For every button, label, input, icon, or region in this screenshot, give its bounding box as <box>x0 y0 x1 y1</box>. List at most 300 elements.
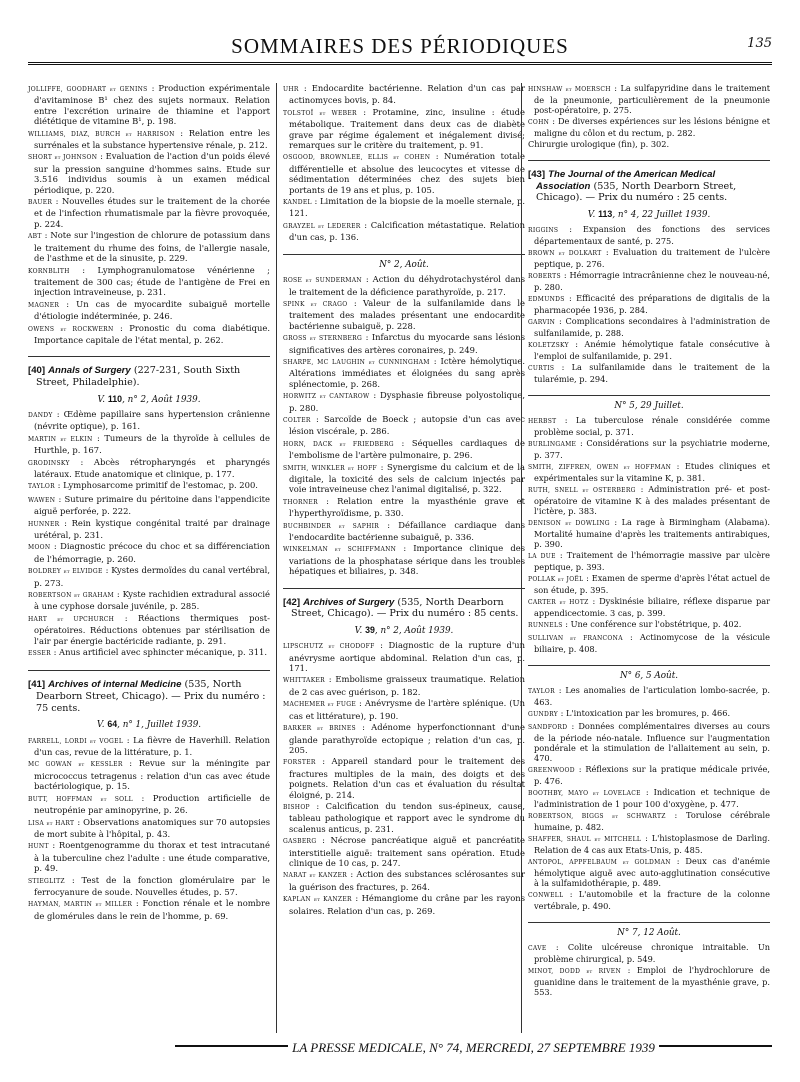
article-authors: BURLINGAME <box>528 440 577 448</box>
article-authors: BROWN et DOLKART <box>528 249 602 257</box>
article-entry <box>283 196 525 219</box>
article-entry <box>528 573 770 595</box>
article-entry <box>283 414 525 437</box>
article-title: : Lymphogranulomatose vénérienne ; traitement de 300 cas; étude de l'antigène de Frei en injection intraveineuse, p. 231. <box>34 264 270 298</box>
article-authors: LIPSCHUTZ et CHODOFF <box>283 643 375 651</box>
article-authors: WILLIAMS, DIAZ, BURCH et HARRISON <box>28 130 175 138</box>
section <box>528 169 770 396</box>
article-title: : Nécrose pancréatique aiguë et pancréatite interstitielle aiguë: traitement sans opération. Etude clinique de 10 cas, p. 247. <box>289 835 525 868</box>
journal-number: [41] <box>28 679 46 691</box>
article-authors: KANDEL <box>283 199 312 207</box>
section <box>283 597 525 927</box>
volume-label: V. <box>96 720 105 731</box>
article-entry <box>28 151 270 195</box>
article-entry <box>528 550 770 572</box>
article-authors: CURTIS <box>528 364 555 372</box>
article-entry <box>283 640 525 673</box>
article-title: : Indication et technique de l'administration de 1 pour 100 d'oxygène, p. 477. <box>534 786 770 809</box>
article-authors: TOLSTOÏ et WEBER <box>283 109 357 117</box>
column-3 <box>528 83 770 1012</box>
article-entry <box>283 722 525 755</box>
article-title: : Calcification métastatique. Relation d'un cas, p. 136. <box>289 219 525 243</box>
article-entry <box>528 632 770 654</box>
article-entry <box>28 494 270 517</box>
article-authors: BISHOP <box>283 803 310 811</box>
article-authors: BARKER et BRINES <box>283 725 356 733</box>
issue-subheading: N° 6, 5 Août. <box>619 670 679 681</box>
volume-line <box>28 394 270 405</box>
article-entry <box>283 438 525 461</box>
article-title: : Rein kystique congénital traité par drainage urétéral, p. 231. <box>34 517 270 540</box>
article-authors: SMITH, ZIFFREN, OWEN et HOFFMAN <box>528 463 672 471</box>
article-authors: COLTER <box>283 416 311 424</box>
article-entry <box>528 619 770 631</box>
article-authors: RIGGINS <box>528 226 559 234</box>
article-entry <box>28 230 270 263</box>
column-divider <box>521 83 522 1033</box>
article-entry <box>528 293 770 315</box>
volume-number: 113 <box>598 208 613 219</box>
article-entry <box>528 596 770 618</box>
article-authors: OWENS et ROCKWERN <box>28 325 114 333</box>
article-title: : Revue sur la méningite par micrococcus tetragenus : relation d'un cas avec étude bactériologique, p. 15. <box>34 758 270 792</box>
header-rule <box>28 62 772 65</box>
article-title: : Considérations sur la psychiatrie moderne, p. 377. <box>534 437 770 460</box>
article-entry <box>283 756 525 800</box>
article-authors: UHR <box>283 86 299 93</box>
article-authors: THORNER <box>283 498 318 506</box>
article-entry <box>28 758 270 791</box>
article-entry <box>528 889 770 911</box>
article-authors: GREENWOOD <box>528 766 575 774</box>
article-entry <box>28 83 270 127</box>
column-divider <box>276 83 277 1033</box>
article-authors: STIEGLITZ <box>28 877 65 885</box>
article-entry <box>528 721 770 763</box>
article-entry <box>528 339 770 361</box>
article-authors: KOLETZSKY <box>528 341 569 349</box>
article-title: : Observations anatomiques sur 70 autopsies de mort subite à l'hôpital, p. 43. <box>34 816 271 839</box>
article-title: : Suture primaire du péritoine dans l'appendicite aiguë perforée, p. 222. <box>34 493 270 517</box>
journal-title: Annals of Surgery <box>48 365 131 377</box>
article-title: : Endocardite bactérienne. Relation d'un cas par actinomyces bovis, p. 84. <box>289 83 525 106</box>
journal-header <box>28 679 270 714</box>
article-entry <box>528 362 770 384</box>
volume-label: V. <box>354 625 363 636</box>
article-title: : Défaillance cardiaque dans l'endocardite bactérienne subaiguë, p. 336. <box>289 519 526 543</box>
article-authors: MAGNER <box>28 301 60 309</box>
article-entry <box>283 698 525 721</box>
article-entry <box>28 128 270 151</box>
article-title: : Données complémentaires diverses au cours de la période néo-natale. Influence sur l'augmentation pondérale et la stimulation de l'allaitement au sein, p. 470. <box>534 720 770 763</box>
article-entry <box>283 674 525 697</box>
article-entry <box>28 875 270 898</box>
article-authors: HORWITZ et CANTAROW <box>283 393 370 401</box>
article-title: : La sulfanilamide dans le traitement de la tularémie, p. 294. <box>534 361 770 384</box>
article-title: : Protamine, zinc, insuline : étude métabolique. Traitement dans deux cas de diabète grave par régime également et inégalement divisé; remarques sur le critère du traitement, p. 91. <box>289 106 525 151</box>
article-authors: MC GOWAN et KESSLER <box>28 761 123 769</box>
article-authors: DENISON et DOWLING <box>528 519 610 527</box>
article-title: : Nouvelles études sur le traitement de la chorée et de l'infection rhumatismale par la fièvre provoquée, p. 224. <box>34 196 270 229</box>
volume-line <box>283 625 525 636</box>
article-entry <box>28 565 270 588</box>
column-2 <box>283 83 525 931</box>
article-entry <box>283 151 525 195</box>
article-title: : Lymphosarcome primitif de l'estomac, p. 200. <box>57 480 258 491</box>
article-entry <box>283 83 525 106</box>
article-title: : Production artificielle de neutropénie par aminopyrine, p. 26. <box>34 792 270 816</box>
journal-title: Archives of internal Medicine <box>48 679 182 691</box>
article-entry <box>528 270 770 292</box>
article-entry <box>528 247 770 269</box>
article-entry <box>283 835 525 868</box>
article-title: : Test de la fonction glomérulaire par le ferrocyanure de soude. Nouvelles études, p. 57. <box>34 874 270 897</box>
page-footer <box>175 1036 772 1056</box>
article-authors: FARRELL, LORDI et VOGEL <box>28 737 124 745</box>
page-number: 135 <box>747 36 772 51</box>
article-title: : Abcès rétropharyngés et pharyngés latéraux. Etude anatomique et clinique, p. 177. <box>34 456 270 479</box>
article-authors: HART et UPCHURCH <box>28 615 115 623</box>
article-authors: GROSS et STERNBERG <box>283 335 363 343</box>
article-entry <box>528 224 770 246</box>
article-entry <box>283 220 525 243</box>
section <box>283 260 525 589</box>
article-entry <box>28 817 270 840</box>
journal-info: (535, North Dearborn Street, Chicago). — Prix du numéro : 75 cents. <box>36 679 266 714</box>
article-title: : Anus artificiel avec sphincter mécanique, p. 311. <box>53 647 268 658</box>
issue-subheading: N° 2, Août. <box>379 259 429 270</box>
article-entry <box>28 323 270 346</box>
article-entry <box>28 735 270 758</box>
article-authors: GASBERG <box>283 838 317 846</box>
issue-date: , n° 1, Juillet 1939. <box>117 720 202 731</box>
article-title: Chirurgie urologique (fin), p. 302. <box>528 139 670 149</box>
article-title: : Réflexions sur la pratique médicale privée, p. 476. <box>534 763 770 786</box>
article-title: : Dyskinésie biliaire, réflexe disparue par appendicectomie. 3 cas, p. 399. <box>534 595 770 618</box>
article-entry <box>528 833 770 855</box>
article-authors: RUNNELS <box>528 621 563 629</box>
article-authors: CARTER et HOTZ <box>528 598 589 606</box>
article-authors: ROSE et SUNDERMAN <box>283 277 362 285</box>
article-entry <box>28 898 270 921</box>
section <box>528 401 770 666</box>
article-authors: EDMUNDS <box>528 295 565 303</box>
article-entry <box>283 107 525 151</box>
article-entry <box>28 647 270 659</box>
article-title: : Expansion des fonctions des services départementaux de santé, p. 275. <box>534 223 770 246</box>
article-entry <box>28 265 270 298</box>
volume-label: V. <box>587 209 596 220</box>
article-title: : Complications secondaires à l'administration de sulfanilamide, p. 288. <box>534 315 770 338</box>
article-entry <box>528 942 770 964</box>
article-title: : Emploi de l'hydrochlorure de guanidine dans le traitement de la myasthénie grave, p. 553. <box>534 964 770 997</box>
section <box>528 83 770 161</box>
issue-date: , n° 4, 22 Juillet 1939. <box>612 209 711 220</box>
article-title: : Un cas de myocardite subaiguë mortelle d'étiologie indéterminée, p. 246. <box>34 298 270 322</box>
article-title: : Synergisme du calcium et de la digitale, la toxicité des sels de calcium injectés par voie intraveineuse chez l'animal digitalisé, p. 322. <box>289 461 525 495</box>
article-entry <box>528 484 770 516</box>
article-title: : Note sur l'ingestion de chlorure de potassium dans le traitement du rhume des foins, de l'allergie nasale, de l'asthme et de la sinusite, p. 229. <box>34 230 270 264</box>
article-title: : Action du déhydrotachystérol dans le traitement de la déficience parathyroïde, p. 217. <box>289 274 525 297</box>
article-title: : Hémorragie intracrânienne chez le nouveau-né, p. 280. <box>534 269 771 292</box>
article-title: : Colite ulcéreuse chronique intraitable. Un problème chirurgical, p. 549. <box>534 941 770 964</box>
article-authors: ABT <box>28 233 42 241</box>
article-title: : Evaluation de l'action d'un poids élevé sur la pression sanguine d'hommes sains. Etude sur 3.516 individus soumis à un examen médical périodique, p. 220. <box>34 151 270 195</box>
article-title: : L'intoxication par les bromures, p. 466. <box>560 707 731 718</box>
article-entry <box>28 196 270 229</box>
journal-header <box>283 597 525 620</box>
article-authors: ROBERTSON et GRAHAM <box>28 592 114 600</box>
article-authors: LA DUE <box>528 552 556 560</box>
article-authors: GUNDRY <box>528 710 559 718</box>
article-entry <box>28 613 270 646</box>
journal-number: [40] <box>28 365 46 377</box>
article-entry <box>528 764 770 786</box>
article-authors: FORSTER <box>283 759 316 767</box>
article-entry <box>28 299 270 322</box>
page-title: SOMMAIRES DES PÉRIODIQUES <box>231 34 569 58</box>
article-title: : Deux cas d'anémie hémolytique aiguë avec auto-agglutination consécutive à la sulfamidothérapie, p. 489. <box>534 855 770 888</box>
article-title: : Relation entre les surrénales et la substance hypertensive rénale, p. 212. <box>34 127 270 151</box>
article-entry <box>528 787 770 809</box>
article-authors: MARTIN et ELKIN <box>28 435 93 443</box>
section <box>28 83 270 357</box>
article-title: : Ictère hémolytique. Altérations immédiates et éloignées du sang après splénectomie, p. 268. <box>289 355 526 389</box>
article-authors: CAVE <box>528 944 547 952</box>
article-authors: KORNBLITH <box>28 267 70 275</box>
article-authors: SULLIVAN et FRANCONA <box>528 634 623 642</box>
article-authors: BUCHBINDER et SAPHIR <box>283 522 380 530</box>
article-entry <box>283 356 525 389</box>
article-authors: SHORT et JOHNSON <box>28 154 98 162</box>
journal-header <box>528 169 770 204</box>
article-title: : Les anomalies de l'articulation lombo-sacrée, p. 463. <box>534 684 770 707</box>
article-authors: BUTT, HOFFMAN et SOLL <box>28 795 133 803</box>
article-title: : Une conférence sur l'obstétrique, p. 402. <box>565 618 742 629</box>
article-title: : Relation entre la myasthénie grave et l'hyperthyroïdisme, p. 330. <box>289 495 525 519</box>
article-authors: BOLDREY et ELVIDGE <box>28 568 103 576</box>
article-authors: BOOTHBY, MAYO et LOVELACE <box>528 789 641 797</box>
article-authors: MACHEMER et FUGE <box>283 701 357 709</box>
issue-date: , n° 2, Août 1939. <box>374 625 454 636</box>
article-entry <box>528 139 770 149</box>
section <box>28 679 270 932</box>
article-entry <box>528 83 770 115</box>
article-authors: NARAT et KANZER <box>283 872 348 880</box>
article-authors: TAYLOR <box>28 483 55 491</box>
journal-info: (535, North Dearborn Street, Chicago). — Prix du numéro : 85 cents. <box>291 596 519 620</box>
article-entry <box>28 541 270 564</box>
article-entry <box>528 316 770 338</box>
article-authors: SMITH, WINKLER et HOFF <box>283 464 378 472</box>
article-title: : Calcification du tendon sus-épineux, cause, tableau pathologique et rapport avec le syndrome du scalenus anticus, p. 231. <box>289 800 525 834</box>
issue-subheading: N° 7, 12 Août. <box>617 927 681 938</box>
article-authors: OSGOOD, BROWNLEE, ELLIS et COHEN <box>283 154 431 162</box>
article-title: : Valeur de la sulfanilamide dans le traitement des malades présentant une endocardite bactérienne subaiguë, p. 228. <box>289 297 525 331</box>
article-authors: SANDFORD <box>528 723 568 731</box>
article-title: : Administration pré- et post-opératoire de vitamine K à des malades présentant de l'ictère, p. 383. <box>534 483 770 516</box>
article-title: : De diverses expériences sur les lésions bénigne et maligne du côlon et du rectum, p. 282. <box>534 116 770 138</box>
article-entry <box>528 810 770 832</box>
article-entry <box>528 116 770 138</box>
article-entry <box>28 457 270 480</box>
article-entry <box>528 965 770 997</box>
article-authors: HUNT <box>28 843 49 851</box>
article-title: : La rage à Birmingham (Alabama). Mortalité humaine d'après les traitements antirabiques, p. 390. <box>534 516 771 549</box>
article-authors: ANTOPOL, APPFELBAUM et GOLDMAN <box>528 858 671 866</box>
article-authors: WHITTAKER <box>283 677 325 685</box>
article-entry <box>528 685 770 707</box>
volume-number: 64 <box>107 719 118 730</box>
section <box>283 83 525 255</box>
article-entry <box>528 517 770 549</box>
article-title: : Action des substances sclérosantes sur la guérison des fractures, p. 264. <box>289 869 526 892</box>
article-authors: POLLAK et JOËL <box>528 575 584 583</box>
article-authors: HAYMAN, MARTIN et MILLER <box>28 901 133 909</box>
journal-header <box>28 365 270 388</box>
article-title: : Séquelles cardiaques de l'embolisme de l'artère pulmonaire, p. 296. <box>289 437 525 461</box>
article-entry <box>528 415 770 437</box>
article-authors: DANDY <box>28 411 53 419</box>
article-title: : Importance clinique des variations de la phosphatase sérique dans les troubles hépatiques et biliaires, p. 348. <box>289 543 525 577</box>
volume-number: 39 <box>365 624 375 635</box>
article-title: : Dysphasie fibreuse polyostolique, p. 280. <box>289 390 525 413</box>
article-authors: HUNNER <box>28 520 60 528</box>
article-title: : L'histoplasmose de Darling. Relation de 4 cas aux Etats-Unis, p. 485. <box>534 832 770 855</box>
article-authors: GRODINSKY <box>28 459 70 467</box>
article-authors: ESSER <box>28 650 51 658</box>
article-authors: LISA et HART <box>28 819 75 827</box>
volume-line <box>28 719 270 730</box>
article-entry <box>528 438 770 460</box>
article-title: : Efficacité des préparations de digitalis de la pharmacopée 1936, p. 284. <box>534 292 770 315</box>
article-title: : Examen de sperme d'après l'état actuel de son étude, p. 395. <box>534 572 770 595</box>
article-entry <box>283 801 525 834</box>
article-title: : Evaluation du traitement de l'ulcère peptique, p. 276. <box>534 246 770 269</box>
article-entry <box>283 298 525 331</box>
section <box>528 928 770 1008</box>
article-entry <box>283 462 525 495</box>
column-1 <box>28 83 270 936</box>
article-entry <box>28 518 270 541</box>
article-title: : Fonction rénale et le nombre de glomérules dans le rein de l'homme, p. 69. <box>34 898 270 921</box>
article-authors: WINKELMAN et SCHIFFMANN <box>283 546 397 554</box>
article-authors: BAUER <box>28 199 53 207</box>
article-entry <box>283 893 525 916</box>
journal-title: The Journal of the American Medical Association <box>536 169 716 192</box>
article-title: : La fièvre de Haverhill. Relation d'un cas, revue de la littérature, p. 1. <box>34 734 270 758</box>
section <box>28 365 270 671</box>
article-authors: HERBST <box>528 417 557 425</box>
section <box>528 671 770 923</box>
article-title: : Œdème papillaire sans hypertension crânienne (névrite optique), p. 161. <box>34 408 270 432</box>
article-entry <box>28 409 270 432</box>
article-title: : Actinomycose de la vésicule biliaire, p. 408. <box>534 631 770 654</box>
article-title: : Kyste rachidien extradural associé à une cyphose dorsale juvénile, p. 285. <box>34 589 271 612</box>
article-title: : Infarctus du myocarde sans lésions significatives des artères coronaires, p. 249. <box>289 332 525 355</box>
article-title: : Diagnostic précoce du choc et sa différenciation de l'hémorragie, p. 260. <box>34 541 270 564</box>
article-entry <box>283 274 525 297</box>
article-title: : Appareil standard pour le traitement des fractures multiples de la main, des doigts et des poignets. Relation d'un cas et évaluation du résultat éloigné, p. 214. <box>289 756 525 800</box>
article-title: : Réactions thermiques post-opératoires. Réductions obtenues par stérilisation de l'air par énergie bactéricide radiante, p. 291. <box>34 612 271 646</box>
article-title: : Roentgenogramme du thorax et test intracutané à la tuberculine chez l'adulte : une étude comparative, p. 49. <box>34 840 270 874</box>
article-title: : Production expérimentale d'avitaminose B¹ chez des sujets normaux. Relation entre l'excrétion urinaire de thiamine et l'apport diététique de vitamine B¹, p. 198. <box>34 83 271 127</box>
journal-info: (227-231, South Sixth Street, Philadelphie). <box>36 365 241 388</box>
article-title: : La sulfapyridine dans le traitement de la pneumonie, particulièrement de la pneumonie post-opératoire, p. 275. <box>534 83 771 115</box>
article-entry <box>283 332 525 355</box>
article-entry <box>528 461 770 483</box>
article-authors: ROBERTSON, BIGGS et SCHWARTZ <box>528 812 666 820</box>
article-authors: CONWELL <box>528 891 564 899</box>
article-authors: RUTH, SNELL et OSTERBERG <box>528 486 636 494</box>
article-authors: HINSHAW et MOERSCH <box>528 86 611 93</box>
article-entry <box>528 856 770 888</box>
volume-number: 110 <box>107 393 123 404</box>
article-entry <box>528 708 770 720</box>
article-authors: KAPLAN et KANZER <box>283 896 352 904</box>
article-entry <box>28 433 270 456</box>
article-title: : Torulose cérébrale humaine, p. 482. <box>534 809 770 832</box>
article-authors: MOON <box>28 544 51 552</box>
article-title: : Pronostic du coma diabétique. Importance capitale de l'état mental, p. 262. <box>34 322 270 345</box>
article-title: : Embolisme graisseux traumatique. Relation de 2 cas avec guérison, p. 182. <box>289 674 525 697</box>
journal-number: [42] <box>283 596 301 608</box>
article-title: : Limitation de la biopsie de la moelle sternale, p. 121. <box>289 196 525 219</box>
volume-line <box>528 209 770 220</box>
article-authors: JOLLIFFE, GOODHART et GENINS <box>28 86 148 93</box>
article-entry <box>283 520 525 543</box>
article-title: : Kystes dermoïdes du canal vertébral, p. 273. <box>34 565 270 588</box>
article-authors: GRAYZEL et LEDERER <box>283 222 361 230</box>
article-entry <box>283 869 525 892</box>
article-title: : Sarcoïde de Boeck ; autopsie d'un cas avec lésion viscérale, p. 286. <box>289 413 525 437</box>
article-entry <box>28 840 270 873</box>
article-title: : Adénome hyperfonctionnant d'une glande parathyroïde ectopique ; relation d'un cas, p. 205. <box>289 722 525 755</box>
article-authors: ROBERTS <box>528 272 561 280</box>
article-entry <box>283 390 525 413</box>
page-header <box>28 30 772 64</box>
issue-date: , n° 2, Août 1939. <box>122 394 201 405</box>
journal-info: (535, North Dearborn Street, Chicago). — Prix du numéro : 25 cents. <box>536 180 737 204</box>
article-entry <box>283 543 525 576</box>
article-title: : Numération totale différentielle et absolue des leucocytes et vitesse de sédimentation déterminées chez des sujets bien portants de 19 ans et plus, p. 105. <box>289 151 525 195</box>
article-authors: GARVIN <box>528 318 556 326</box>
article-title: : Anévrysme de l'artère splénique. (Un cas et littérature), p. 190. <box>289 698 525 721</box>
article-authors: MINOT, DODD et RIVEN <box>528 967 622 975</box>
article-title: : Diagnostic de la rupture d'un anévrysme aortique abdominal. Relation d'un cas, p. 171. <box>289 640 525 674</box>
article-authors: HORN, DACK et FRIEDBERG <box>283 440 394 448</box>
article-entry <box>28 480 270 492</box>
article-title: : L'automobile et la fracture de la colonne vertébrale, p. 490. <box>534 888 770 911</box>
footer-text: LA PRESSE MEDICALE, N° 74, MERCREDI, 27 SEPTEMBRE 1939 <box>288 1040 659 1055</box>
journal-number: [43] <box>528 169 546 180</box>
article-entry <box>28 589 270 612</box>
article-authors: COHN <box>528 119 550 126</box>
issue-subheading: N° 5, 29 Juillet. <box>614 400 684 411</box>
article-authors: SHARPE, MC LAUGHIN et CUNNINGHAM <box>283 358 430 366</box>
article-title: : Hémangiome du crâne par les rayons solaires. Relation d'un cas, p. 269. <box>289 893 525 916</box>
article-authors: TAYLOR <box>528 687 555 695</box>
article-authors: SHAFFER, SHAUL et MITCHELL <box>528 835 642 843</box>
article-authors: WAWEN <box>28 496 56 504</box>
article-title: : Etudes cliniques et expérimentales sur la vitamine K, p. 381. <box>534 460 770 483</box>
journal-title: Archives of Surgery <box>303 596 395 608</box>
article-title: : Anémie hémolytique fatale consécutive à l'emploi de sulfanilamide, p. 291. <box>534 338 771 361</box>
article-entry <box>283 496 525 519</box>
volume-label: V. <box>97 394 106 405</box>
article-title: : Traitement de l'hémorragie massive par ulcère peptique, p. 393. <box>534 549 770 572</box>
article-title: : La tuberculose rénale considérée comme problème social, p. 371. <box>534 414 771 437</box>
